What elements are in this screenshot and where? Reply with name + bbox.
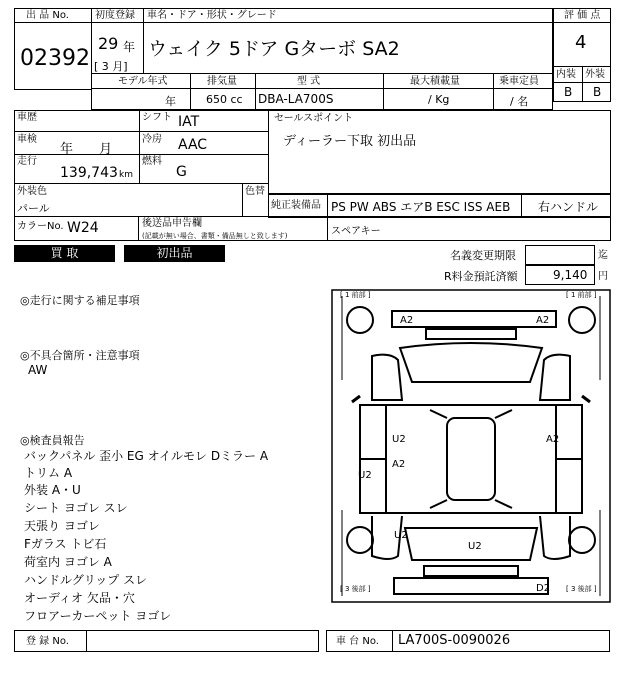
- post-report-label: 後送品申告欄: [142, 218, 202, 229]
- model-code: DBA-LA700S: [258, 92, 334, 106]
- inspector-item: 荷室内 ヨゴレ A: [24, 555, 112, 569]
- registration-year: 29: [98, 34, 119, 53]
- lot-number-label: 出 品 No.: [26, 10, 69, 21]
- defects-value: AW: [28, 363, 48, 377]
- registration-month: [ 3 月]: [94, 60, 128, 73]
- mileage-unit: km: [119, 170, 133, 180]
- inspector-item: 外装 A・U: [24, 483, 81, 497]
- damage-mark: U2: [392, 434, 406, 445]
- inspector-item: シート ヨゴレ スレ: [24, 501, 128, 515]
- damage-mark: U2: [358, 470, 372, 481]
- first-listing-tag: 初出品: [124, 245, 225, 262]
- chassis-number-label: 車 台 No.: [336, 636, 379, 647]
- inspection-value: 年 月: [60, 142, 113, 157]
- exterior-grade: B: [593, 85, 602, 99]
- grade-label: 評 価 点: [564, 10, 601, 21]
- mileage-value: 139,743: [60, 165, 118, 181]
- model-year-unit: 年: [165, 95, 176, 108]
- color-number-label: カラーNo.: [17, 221, 64, 232]
- lot-number: 02392: [20, 46, 90, 71]
- driving-notes-header: ◎走行に関する補足事項: [20, 294, 140, 307]
- shift-label: シフト: [142, 112, 172, 123]
- car-name: ウェイク 5ドア Gターボ SA2: [148, 38, 400, 60]
- damage-mark: A2: [392, 459, 406, 470]
- overall-grade: 4: [575, 32, 587, 53]
- displacement-value: 650 cc: [206, 93, 243, 106]
- name-change-unit: 迄: [598, 250, 608, 261]
- displacement-label: 排気量: [207, 76, 237, 87]
- buy-tag: 買 取: [14, 245, 115, 262]
- diagram-corner-rear-left: [ 3 後部 ]: [340, 585, 371, 593]
- steering-value: 右ハンドル: [538, 200, 599, 214]
- equipment-value: PS PW ABS エアB ESC ISS AEB: [331, 200, 511, 214]
- inspector-item: Fガラス トビ石: [24, 537, 107, 551]
- equipment-label: 純正装備品: [271, 200, 321, 211]
- exterior-color-value: パール: [17, 202, 50, 215]
- post-report-value: スペアキー: [331, 226, 381, 237]
- exterior-label: 外装: [585, 69, 605, 80]
- damage-mark: U2: [394, 530, 408, 541]
- ac-label: 冷房: [142, 134, 162, 145]
- exterior-color-label: 外装色: [17, 186, 47, 197]
- mileage-label: 走行: [17, 156, 37, 167]
- capacity-value: / 名: [510, 95, 529, 108]
- recycle-value: 9,140: [553, 268, 588, 282]
- interior-label: 内装: [556, 69, 576, 80]
- damage-mark: A2: [400, 315, 414, 326]
- max-load-label: 最大積載量: [410, 76, 460, 87]
- car-name-label: 車名・ドア・形状・グレード: [147, 10, 277, 21]
- ac-value: AAC: [178, 137, 208, 153]
- inspector-item: トリム A: [24, 466, 73, 480]
- diagram-corner-front-right: [ 1 前部 ]: [566, 291, 597, 299]
- color-number-value: W24: [67, 220, 99, 236]
- damage-mark: U2: [468, 541, 482, 552]
- registration-year-unit: 年: [123, 40, 136, 54]
- interior-grade: B: [564, 85, 573, 99]
- post-report-note: (記載が無い場合、書類・備品無しと致します): [142, 232, 288, 240]
- inspector-header: ◎検査員報告: [20, 434, 85, 447]
- fuel-value: G: [176, 164, 187, 180]
- capacity-label: 乗車定員: [499, 76, 539, 87]
- inspector-item: ハンドルグリップ スレ: [24, 573, 148, 587]
- inspector-item: オーディオ 欠品・穴: [24, 591, 135, 605]
- inspector-item: 天張り ヨゴレ: [24, 519, 100, 533]
- sales-point-value: ディーラー下取 初出品: [283, 134, 417, 149]
- damage-mark: A2: [536, 315, 550, 326]
- inspection-label: 車検: [17, 134, 37, 145]
- history-label: 車歴: [17, 112, 37, 123]
- model-code-label: 型 式: [297, 76, 321, 87]
- chassis-number-value: LA700S-0090026: [398, 633, 511, 648]
- model-year-label: モデル年式: [118, 76, 168, 87]
- shift-value: IAT: [178, 114, 200, 130]
- max-load-value: / Kg: [428, 93, 450, 106]
- diagram-corner-rear-right: [ 3 後部 ]: [566, 585, 597, 593]
- sales-point-label: セールスポイント: [274, 113, 354, 124]
- recycle-label: R料金預託済額: [444, 270, 518, 283]
- inspector-item: バックパネル 歪小 EG オイルモレ Dミラー A: [24, 449, 269, 463]
- inspector-item: フロアーカーペット ヨゴレ: [24, 609, 172, 623]
- first-registration-label: 初度登録: [95, 10, 135, 21]
- color-change-label: 色替: [245, 186, 265, 197]
- registration-number-label: 登 録 No.: [26, 636, 69, 647]
- diagram-corner-front-left: [ 1 前部 ]: [340, 291, 371, 299]
- damage-mark: A2: [546, 434, 560, 445]
- recycle-unit: 円: [598, 271, 608, 282]
- name-change-label: 名義変更期限: [450, 249, 516, 262]
- damage-mark: D2: [536, 583, 551, 594]
- defects-header: ◎不具合箇所・注意事項: [20, 349, 140, 362]
- fuel-label: 燃料: [142, 156, 162, 167]
